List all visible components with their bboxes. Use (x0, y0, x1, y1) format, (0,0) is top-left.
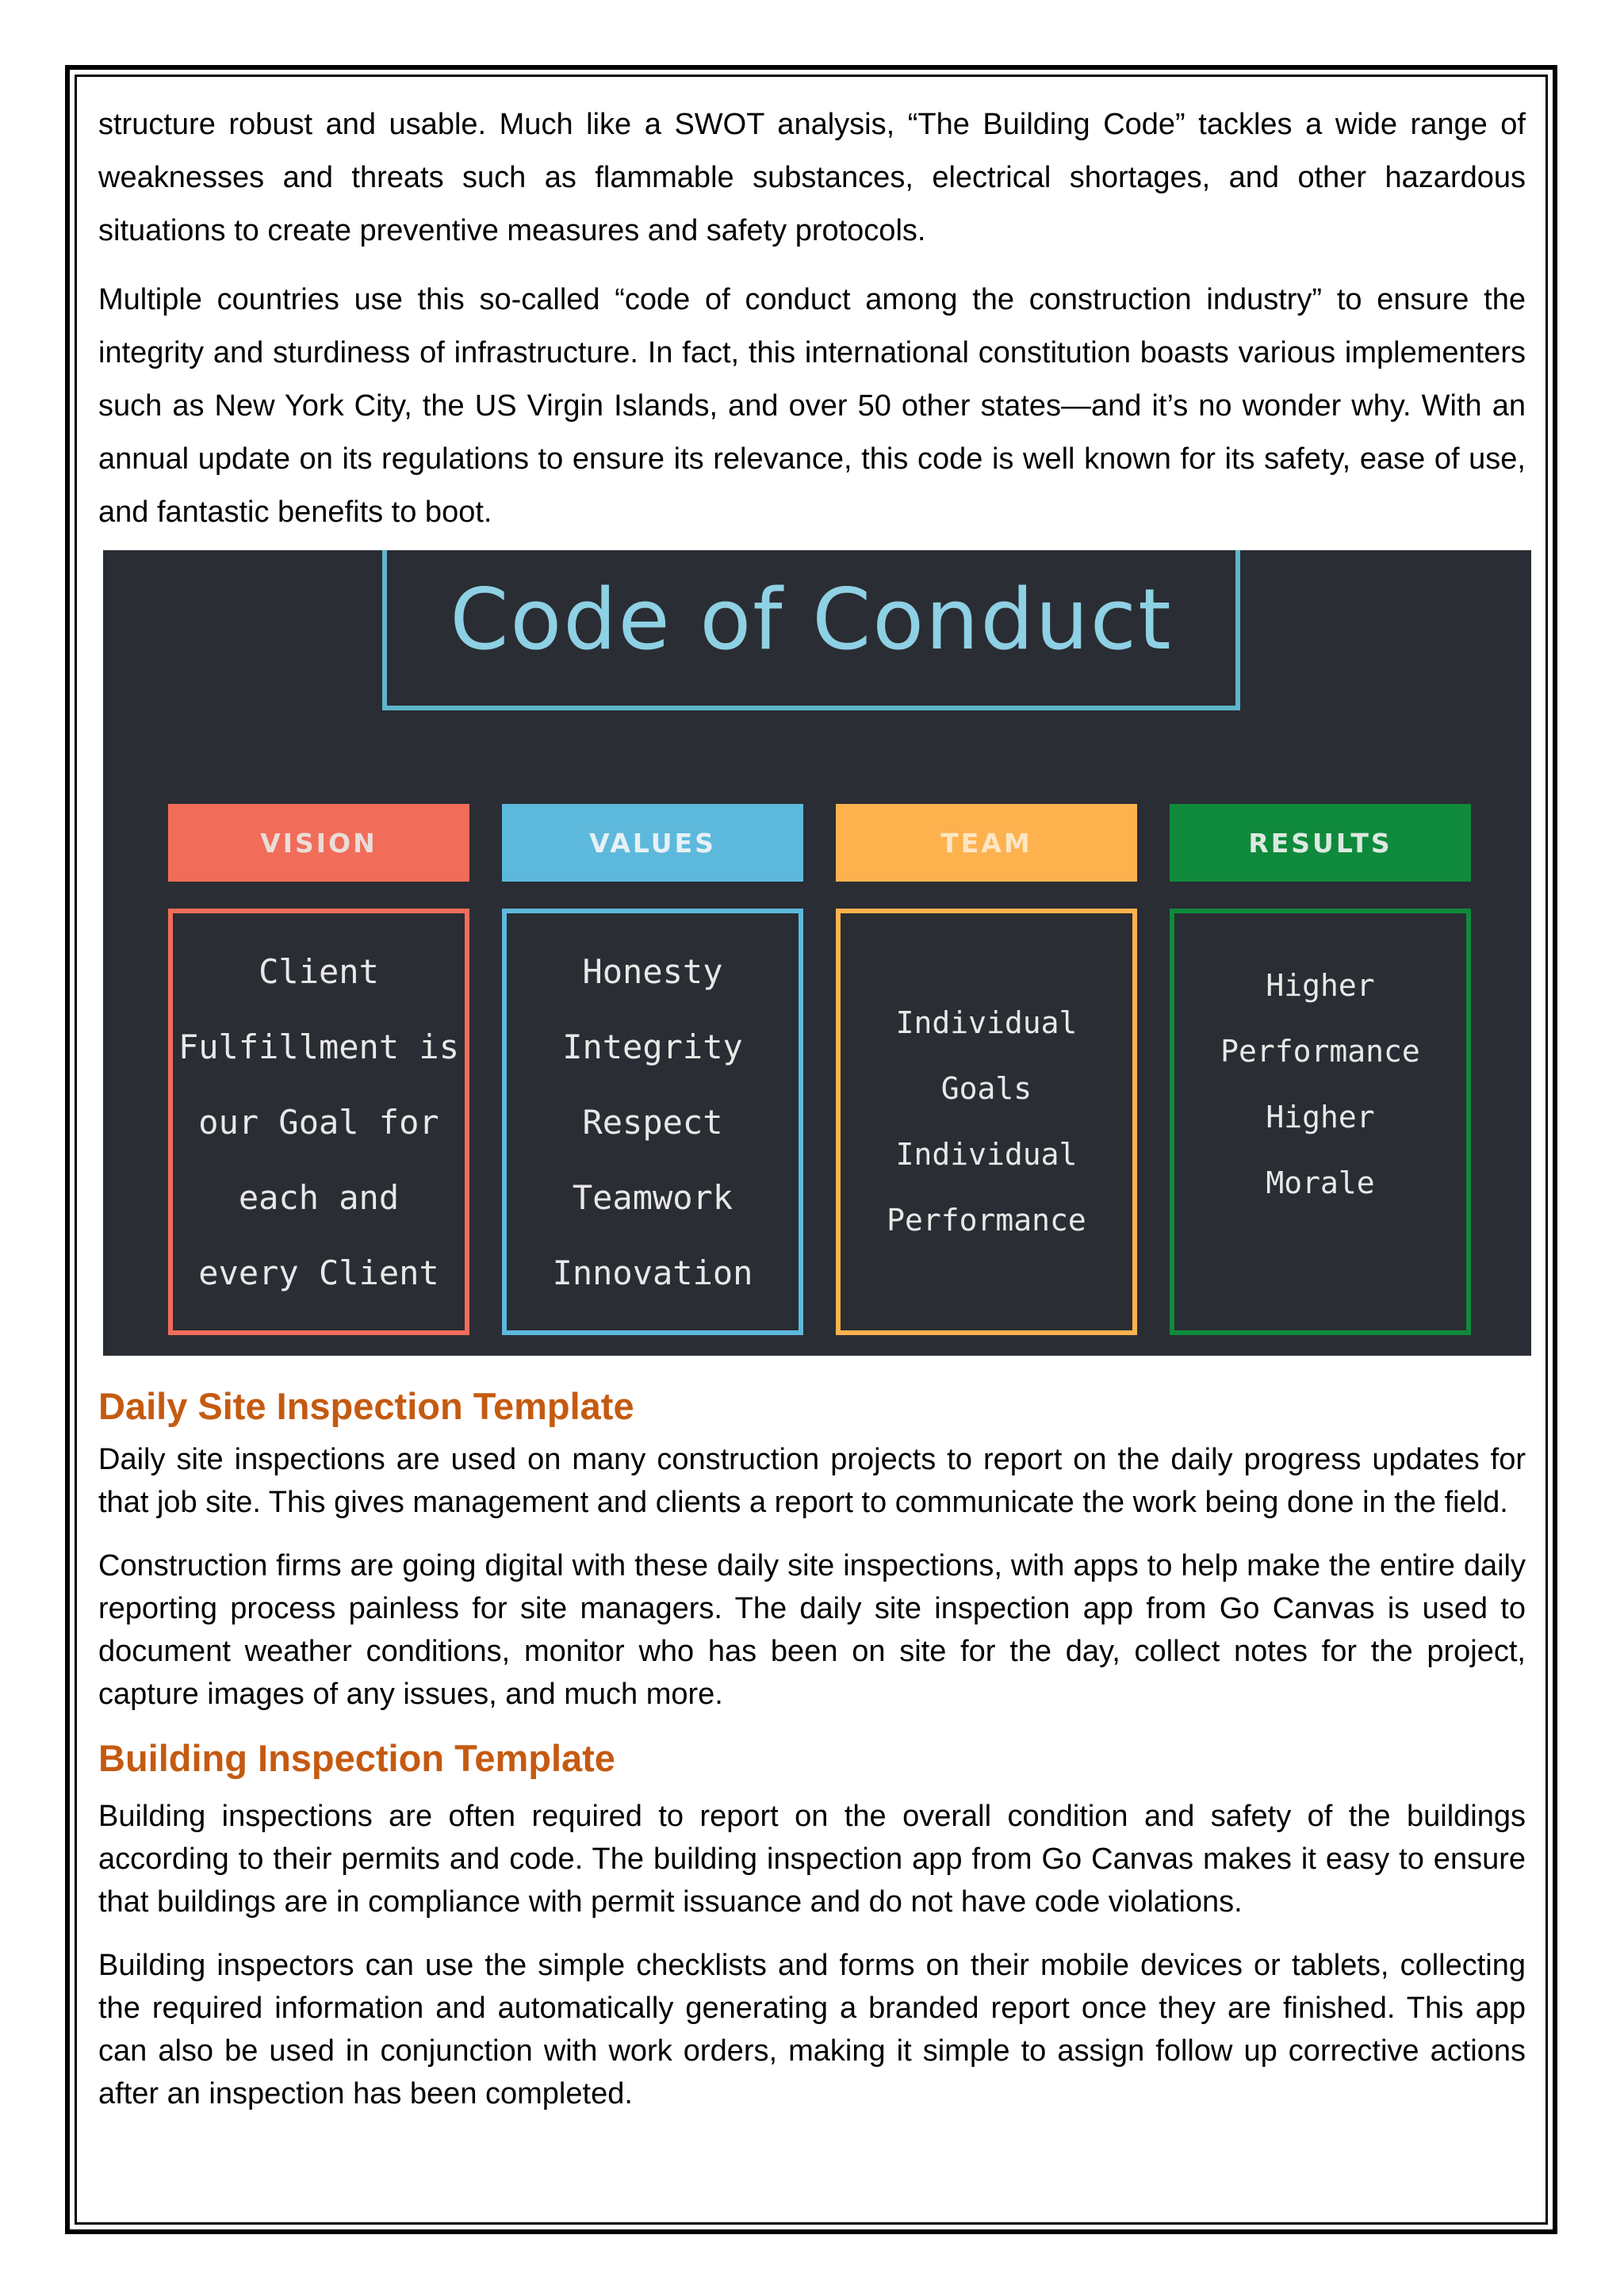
vision-line: each and (238, 1177, 400, 1217)
values-box (502, 909, 803, 1335)
values-line: Teamwork (572, 1177, 733, 1217)
values-line: Honesty (582, 951, 723, 991)
team-line: Performance (887, 1203, 1086, 1238)
daily-site-paragraph-1: Daily site inspections are used on many construction projects to report on the daily progress updates for that job site. This gives management and clients a report to communicate the work being done in the field. (98, 1443, 1526, 1519)
values-line: Innovation (552, 1253, 753, 1292)
results-header: RESULTS (1170, 804, 1471, 882)
daily-site-paragraph-2: Construction firms are going digital with these daily site inspections, with apps to help make the entire daily reporting process painless for site managers. The daily site inspection app from Go Canvas is used to document weather conditions, monitor who has been on site for the day, collect notes for the project, capture images of any issues, and much more. (98, 1549, 1526, 1711)
team-line: Individual (895, 1137, 1078, 1172)
team-header: TEAM (836, 804, 1137, 882)
page-content (98, 98, 1526, 2115)
values-line: Integrity (562, 1027, 743, 1066)
vision-line: our Goal for (198, 1102, 439, 1142)
vision-box (168, 909, 469, 1335)
values-header: VALUES (502, 804, 803, 882)
daily-site-inspection-heading: Daily Site Inspection Template (98, 1385, 634, 1427)
code-of-conduct-title: Code of Conduct (450, 570, 1173, 668)
results-column (1170, 804, 1471, 1200)
team-line: Goals (940, 1071, 1032, 1106)
results-box (1170, 909, 1471, 1335)
results-line: Morale (1266, 1165, 1375, 1200)
vision-line: every Client (198, 1253, 439, 1292)
building-paragraph-1: Building inspections are often required to report on the overall condition and safety of the buildings according to their permits and code. The building inspection app from Go Canvas makes it easy to ensure that buildings are in compliance with permit issuance and do not have code violations. (98, 1800, 1526, 1919)
building-paragraph-2: Building inspectors can use the simple checklists and forms on their mobile devices or tablets, collecting the required information and automatically generating a branded report once they are finished. This app can also be used in conjunction with work orders, making it simple to assign follow up corrective actions after an inspection has been completed. (98, 1949, 1526, 2110)
team-column (836, 804, 1137, 1238)
values-column (502, 804, 803, 1292)
vision-column (168, 804, 469, 1292)
code-of-conduct-image (103, 550, 1531, 1356)
intro-paragraph-1: structure robust and usable. Much like a SWOT analysis, “The Building Code” tackles a wide range of weaknesses and threats such as flammable substances, electrical shortages, and other hazardous situations to create preventive measures and safety protocols. (98, 108, 1526, 247)
building-inspection-heading: Building Inspection Template (98, 1737, 615, 1779)
results-line: Performance (1220, 1034, 1420, 1069)
team-box (836, 909, 1137, 1335)
team-line: Individual (895, 1005, 1078, 1040)
vision-line: Fulfillment is (178, 1027, 459, 1066)
intro-paragraph-2: Multiple countries use this so-called “code of conduct among the construction industry” to ensure the integrity and sturdiness of infrastructure. In fact, this international constitution boasts various implementers such as New York City, the US Virgin Islands, and over 50 other states—and it’s no wonder why. With an annual update on its regulations to ensure its relevance, this code is well known for its safety, ease of use, and fantastic benefits to boot. (98, 283, 1526, 529)
code-of-conduct-title-box (382, 550, 1240, 710)
results-line: Higher (1266, 1100, 1375, 1135)
vision-header: VISION (168, 804, 469, 882)
results-line: Higher (1266, 968, 1375, 1003)
values-line: Respect (582, 1102, 723, 1142)
vision-line: Client (259, 951, 379, 991)
